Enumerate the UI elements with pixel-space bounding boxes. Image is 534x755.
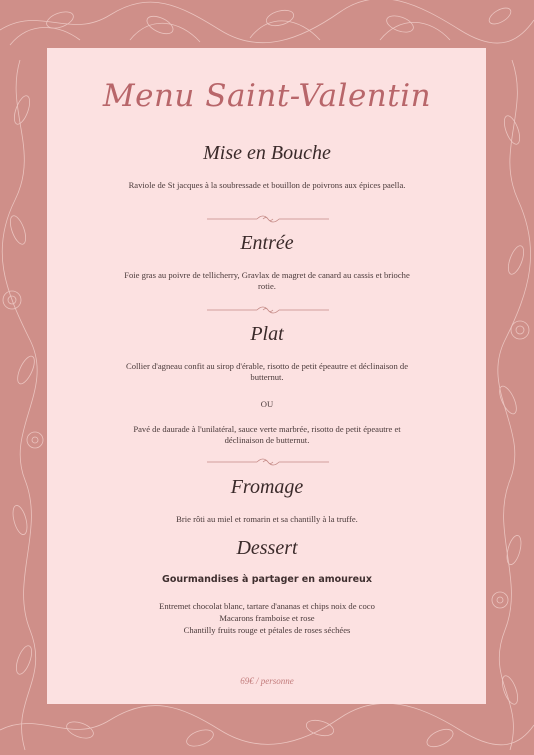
menu-title: Menu Saint-Valentin [102, 78, 432, 114]
entree-item: Foie gras au poivre de tellicherry, Gravlax de magret de canard au cassis et brioche rotie. [124, 270, 410, 291]
ornament-divider [207, 214, 329, 224]
dessert-item-2: Macarons framboise et rose [219, 613, 315, 623]
ornament-divider [207, 305, 329, 315]
section-title-entree: Entrée [240, 232, 294, 254]
section-title-fromage: Fromage [230, 476, 304, 498]
mise-en-bouche-item: Raviole de St jacques à la soubressade et bouillon de poivrons aux épices paella. [128, 180, 406, 190]
section-title-dessert: Dessert [236, 537, 298, 559]
plat-item-2: Pavé de daurade à l'unilatéral, sauce verte marbrée, risotto de petit épeautre et déclinaison de butternut. [133, 424, 401, 445]
section-title-plat: Plat [250, 323, 284, 345]
fromage-item: Brie rôti au miel et romarin et sa chantilly à la truffe. [176, 514, 358, 524]
plat-or-separator: OU [260, 399, 274, 409]
dessert-item-1: Entremet chocolat blanc, tartare d'ananas et chips noix de coco [159, 601, 375, 611]
ornament-divider [207, 457, 329, 467]
price-label: 69€ / personne [240, 676, 294, 686]
dessert-item-3: Chantilly fruits rouge et pétales de roses séchées [183, 625, 351, 635]
section-title-mise-en-bouche: Mise en Bouche [203, 142, 331, 164]
dessert-subtitle: Gourmandises à partager en amoureux [162, 574, 372, 585]
plat-item-1: Collier d'agneau confit au sirop d'érable, risotto de petit épeautre et déclinaison de butternut. [125, 361, 409, 382]
